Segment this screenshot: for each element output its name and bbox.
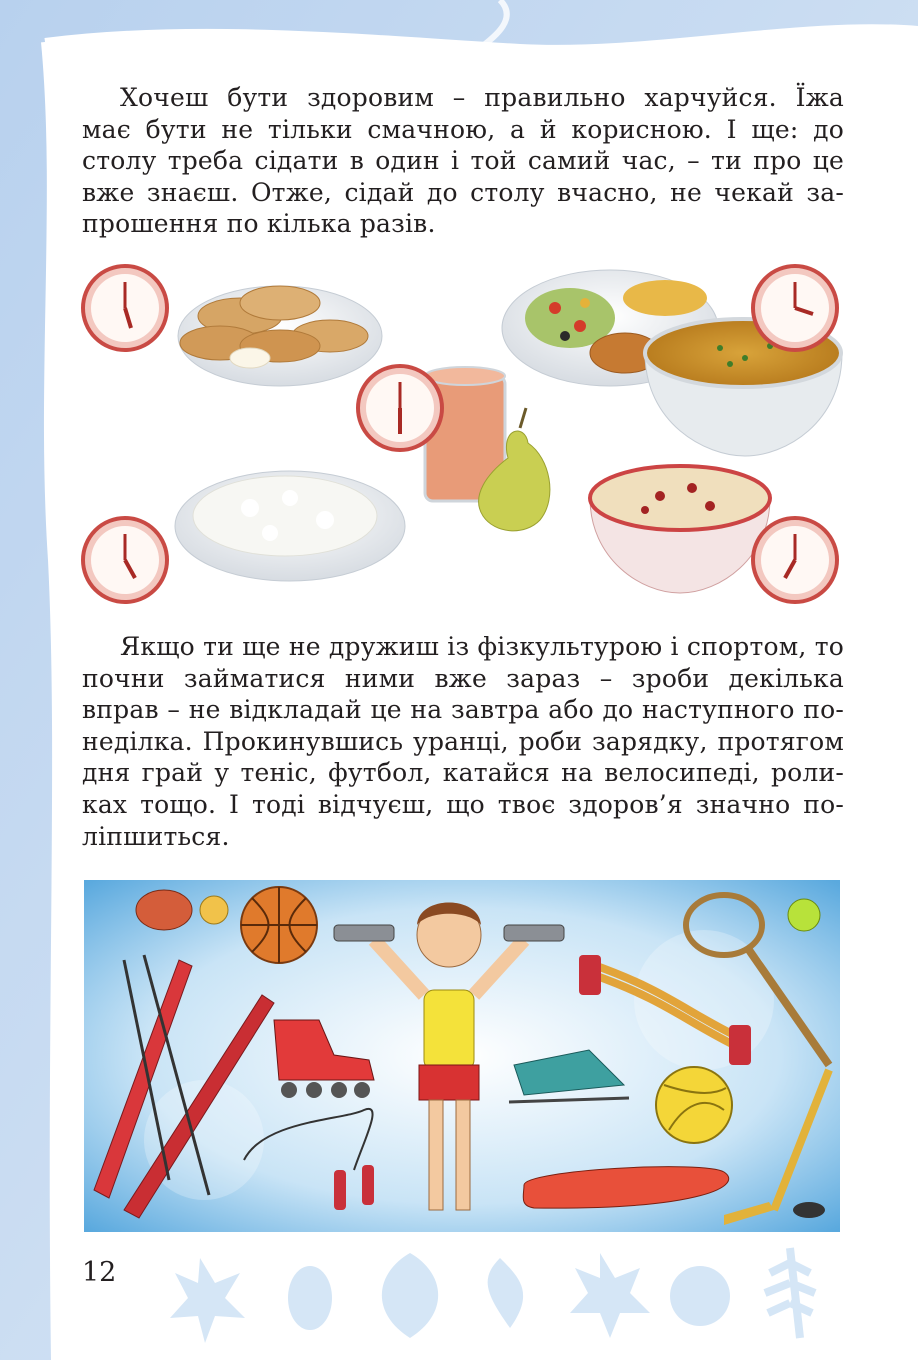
sport-line: дня грай у теніс, футбол, катайся на велосипеді, роли-	[82, 758, 844, 788]
sport-line: вправ – не відкладай це на завтра або до наступного по-	[82, 695, 844, 725]
sports-equipment-illustration	[84, 880, 840, 1232]
nutrition-line: прошення по кілька разів.	[82, 209, 436, 239]
sport-line: неділка. Прокинувшись уранці, роби зарядку, протягом	[82, 726, 844, 756]
fern-leaf-icon	[765, 1248, 815, 1338]
sport-line: Якщо ти ще не дружиш із фізкультурою і спортом, то	[120, 632, 844, 661]
sport-line: ках тощо. І тоді відчуєш, що твоє здоров’я значно по-	[82, 789, 844, 819]
leaf-icon	[288, 1266, 332, 1330]
nutrition-line: столу треба сідати в один і той самий час, – ти про це	[82, 146, 844, 176]
goggles-icon	[136, 890, 228, 930]
maple-leaf-icon	[170, 1258, 245, 1343]
sport-line: ліпшиться.	[82, 821, 230, 851]
decorative-leaves	[160, 1238, 860, 1348]
porridge-bowl	[590, 466, 770, 593]
nutrition-line: Хочеш бути здоровим – правильно харчуйся. Їжа	[120, 83, 844, 112]
nutrition-paragraph	[82, 82, 844, 240]
pancakes-plate	[178, 286, 382, 386]
sport-paragraph	[82, 631, 844, 852]
volleyball-icon	[656, 1067, 732, 1143]
leaf-icon	[670, 1266, 730, 1326]
nutrition-line: вже знаєш. Отже, сідай до столу вчасно, не чекай за-	[82, 177, 844, 207]
leaf-icon	[488, 1258, 523, 1328]
clock-icon	[83, 518, 167, 602]
clock-icon	[753, 518, 837, 602]
maple-leaf-icon	[570, 1253, 650, 1338]
basketball-icon	[241, 887, 317, 963]
meal-schedule-illustration	[80, 258, 844, 608]
page-number: 12	[82, 1257, 117, 1288]
sport-line: почни займатися ними вже зараз – зроби декілька	[82, 663, 844, 693]
clock-icon	[358, 366, 442, 450]
cottage-cheese-plate	[175, 471, 405, 581]
clock-icon	[83, 266, 167, 350]
nutrition-line: має бути не тільки смачною, а й корисною. І ще: до	[82, 114, 844, 144]
clock-icon	[753, 266, 837, 350]
chestnut-leaf-icon	[382, 1253, 438, 1338]
